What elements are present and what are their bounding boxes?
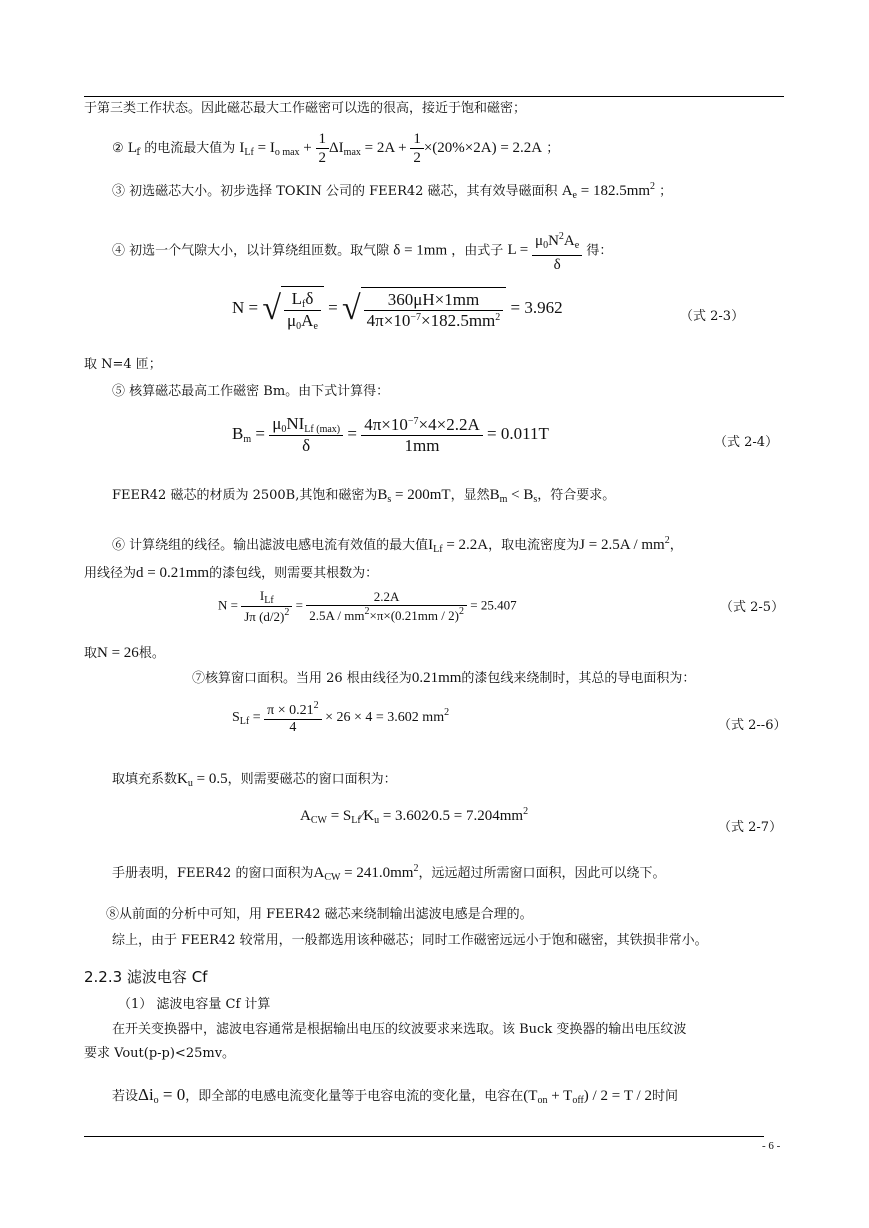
- text-line: 综上，由于 FEER42 较常用，一般都选用该种磁芯；同时工作磁密远远小于饱和磁密，其铁损非常小。: [112, 933, 708, 948]
- text-line: （1） 滤波电容量 Cf 计算: [118, 997, 271, 1012]
- equation-2-5: N = $\frac{I_{Lf}}{J\pi (d/2)^2}$ = $\frac{2.2A}{2.5A / mm^2\times\pi\times(0.21mm / 2)^2}$ = 25.407: [218, 588, 517, 624]
- header-rule: [84, 96, 784, 97]
- equation-2-6: $S_{Lf}$ = $\frac{\pi \times 0.21^2}{4}$ × 26 × 4 = 3.602 $mm^2$: [232, 700, 450, 735]
- text-line-core-size: ③ 初选磁芯大小。初步选择 TOKIN 公司的 FEER42 磁芯，其有效导磁面积 $A_e = 182.5mm^2$ ；: [112, 181, 673, 201]
- text-line-saturation: FEER42 磁芯的材质为 2500B,其饱和磁密为$B_s = 200mT$，显然$B_m < B_s$，符合要求。: [112, 487, 616, 505]
- text-line: 要求 Vout(p-p)<25mv。: [84, 1046, 236, 1061]
- equation-2-3: N = √ $\frac{L_f\delta}{\mu_0A_e}$ = √ $\frac{360\mu H\times 1mm}{4\pi\times 10^{-7}\times 182.5mm^2}$ = 3.962: [232, 286, 563, 332]
- equation-tag: （式 2-3）: [680, 309, 745, 324]
- footer-rule: [84, 1136, 764, 1137]
- equation-tag: （式 2-7）: [718, 820, 783, 835]
- page-number: - 6 -: [762, 1140, 781, 1152]
- text-line-fill: 取填充系数$K_u = 0.5$，则需要磁芯的窗口面积为：: [112, 771, 397, 789]
- section-heading: 2.2.3 滤波电容 Cf: [84, 968, 208, 986]
- text-line-last: 若设$\Delta i_o = 0$，即全部的电感电流变化量等于电容电流的变化量，电容在$(T_{on} + T_{off}) / 2 = T / 2$时间: [112, 1085, 678, 1106]
- text-line: ⑧从前面的分析中可知，用 FEER42 磁芯来绕制输出滤波电感是合理的。: [106, 907, 533, 922]
- text-line-lf-current: ② $L_f$ 的电流最大值为 $I_{Lf} = I_{o max}$ + $\frac{1}{2}$ $\Delta I_{max} = 2A$ + $\frac{1}{2}$ ×(20%×2A) = 2.2A ；: [112, 131, 560, 166]
- equation-tag: （式 2--6）: [718, 718, 787, 733]
- text-line-gap: ④ 初选一个气隙大小，以计算绕组匝数。取气隙 δ = 1mm ，由式子 L = $\frac{\mu_0N^2A_e}{\delta}$ 得：: [112, 228, 612, 274]
- text-line: 取N = 26根。: [84, 645, 165, 661]
- equation-2-7: $A_{CW}$ = $S_{Lf}⁄K_u$ = 3.602⁄0.5 = $7.204mm^2$: [300, 806, 529, 826]
- text-line: 于第三类工作状态。因此磁芯最大工作磁密可以选的很高，接近于饱和磁密；: [84, 101, 527, 116]
- text-line: 取 N=4 匝；: [84, 357, 162, 372]
- equation-2-4: $B_m$ = $\frac{\mu_0NI_{Lf (max)}}{\delta}$ = $\frac{4\pi\times 10^{-7}\times 4\times 2.2A}{1mm}$ = 0.011T: [232, 414, 549, 455]
- equation-tag: （式 2-5）: [720, 600, 785, 615]
- text-line-window: ⑦核算窗口面积。当用 26 根由线径为0.21mm的漆包线来绕制时，其总的导电面积为：: [192, 670, 696, 686]
- text-line: ⑤ 核算磁芯最高工作磁密 Bm。由下式计算得：: [112, 384, 390, 399]
- text-line: 在开关变换器中，滤波电容通常是根据输出电压的纹波要求来选取。该 Buck 变换器的输出电压纹波: [112, 1022, 687, 1037]
- text-line-manual: 手册表明，FEER42 的窗口面积为$A_{CW} = 241.0mm^2$，远远超过所需窗口面积，因此可以绕下。: [112, 863, 666, 883]
- text-line-wire: ⑥ 计算绕组的线径。输出滤波电感电流有效值的最大值$I_{Lf} = 2.2A$，取电流密度为$J = 2.5A / mm^2$，: [112, 535, 683, 555]
- equation-tag: （式 2-4）: [714, 435, 779, 450]
- text-line-wire-dia: 用线径为d = 0.21mm的漆包线，则需要其根数为：: [84, 565, 379, 581]
